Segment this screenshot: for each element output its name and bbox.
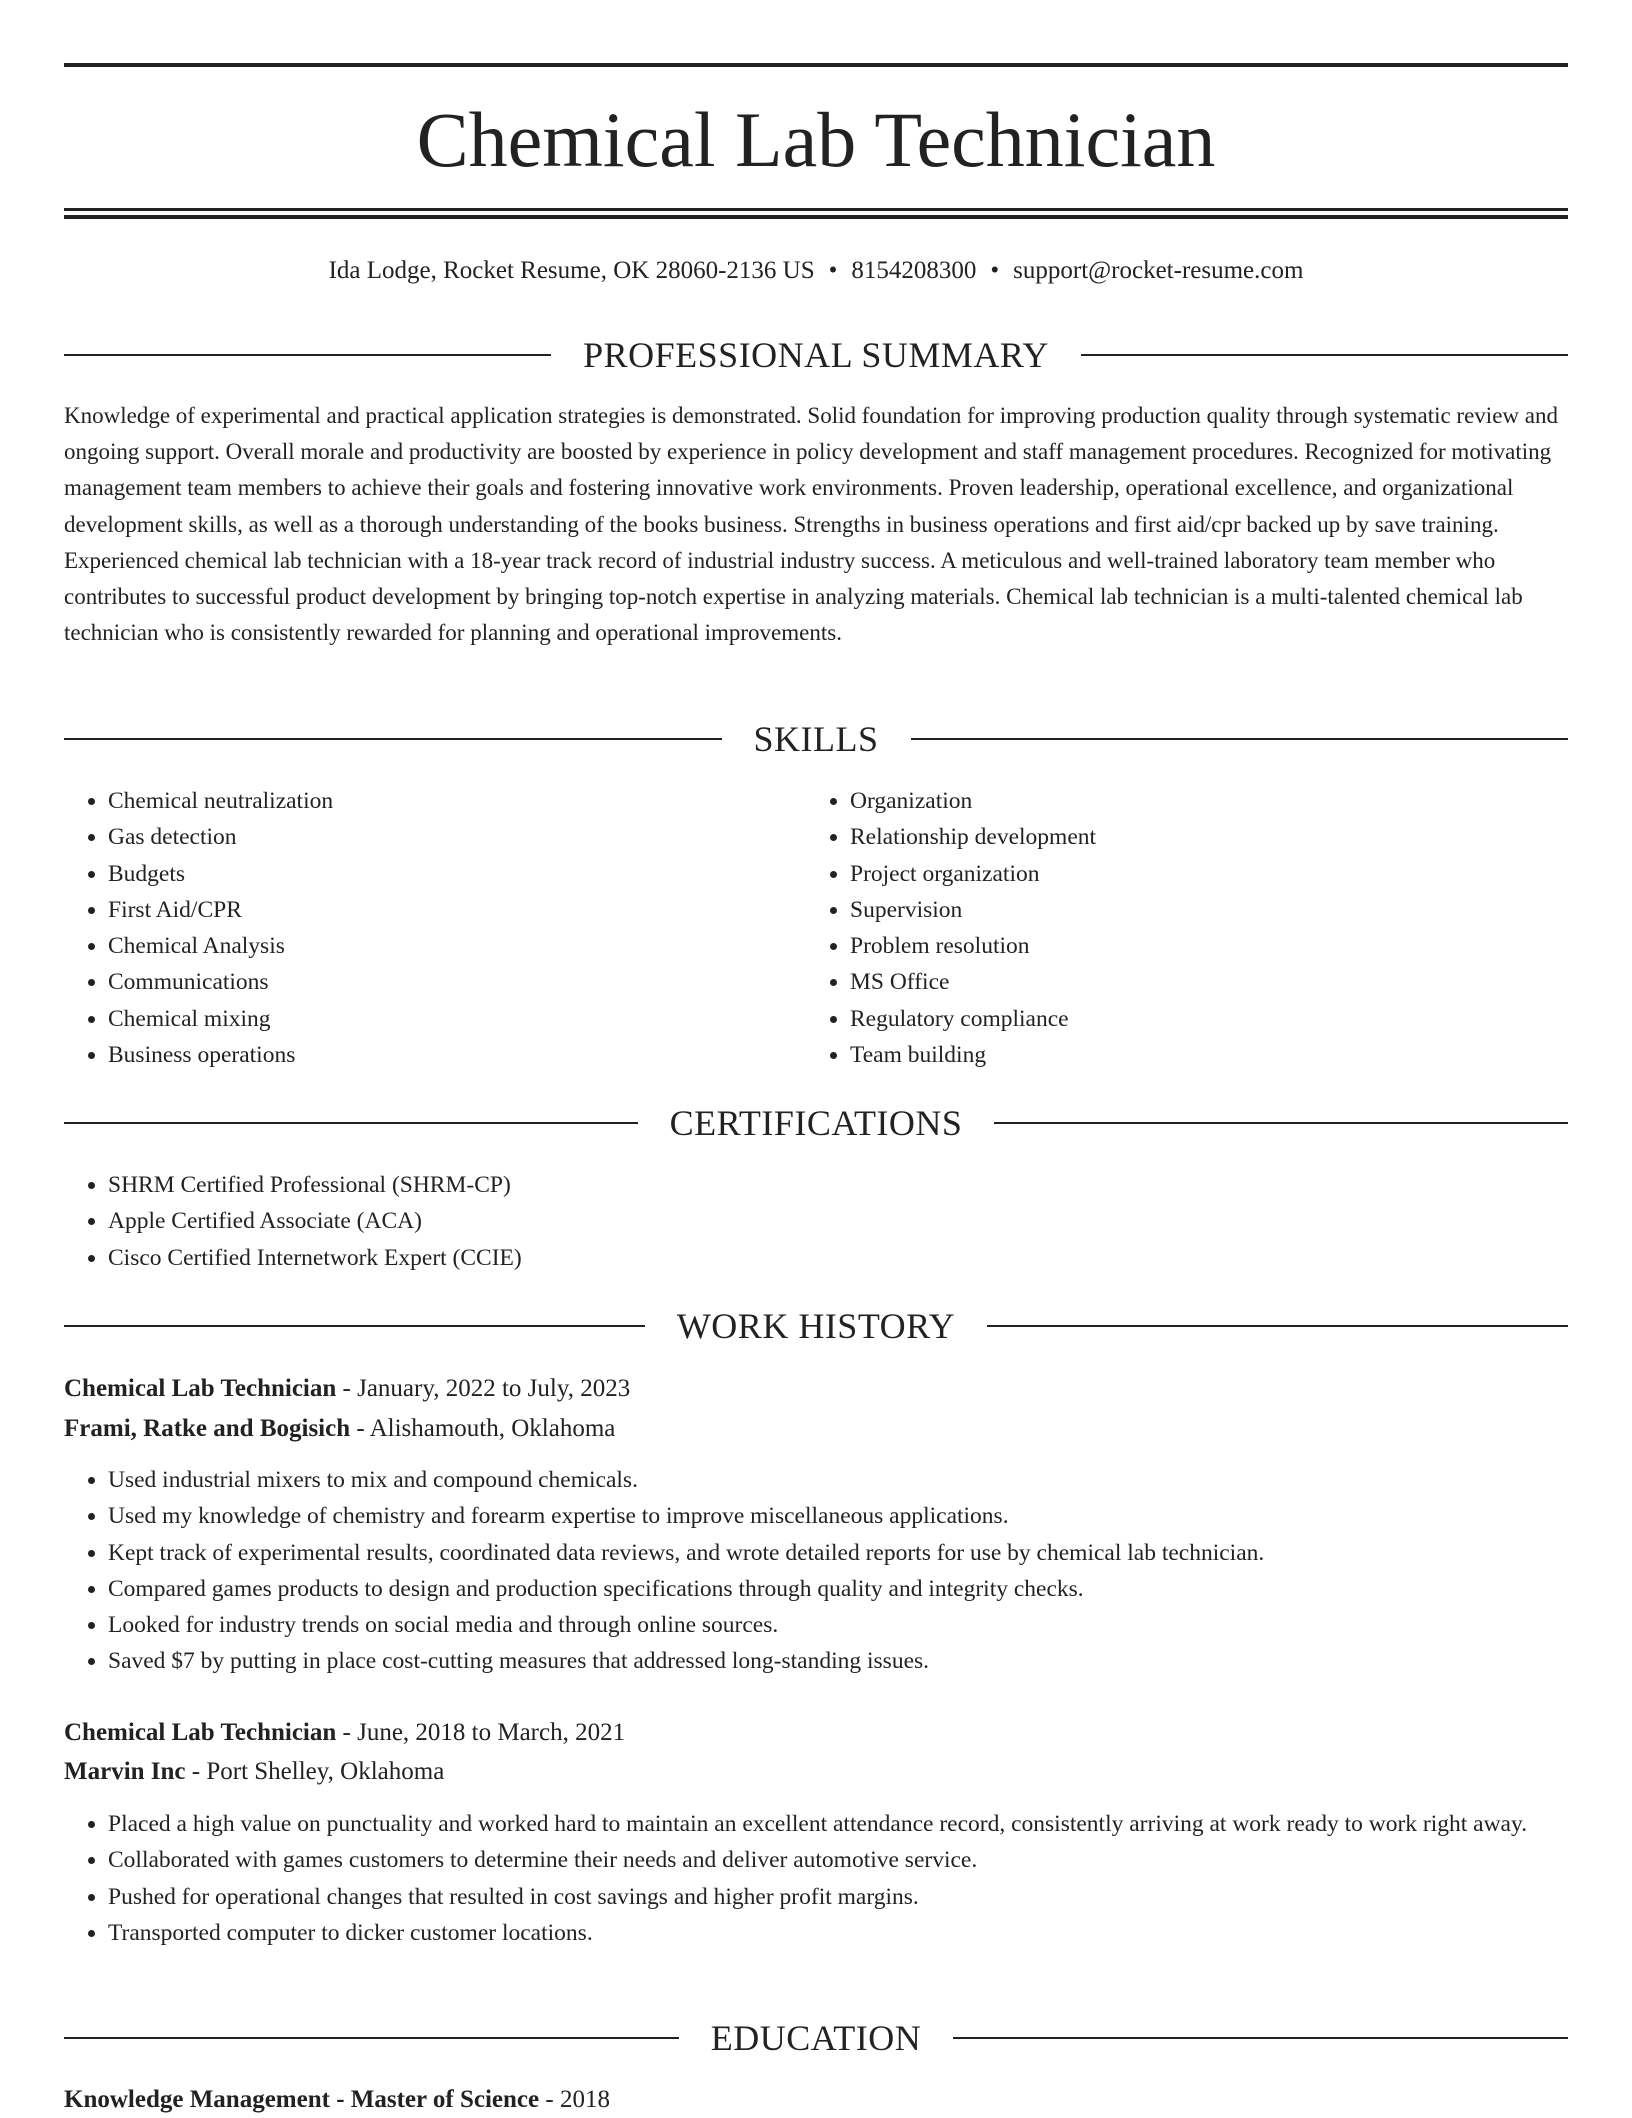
job-bullet: • Used my knowledge of chemistry and forearm expertise to improve miscellaneous applications. (108, 1498, 1568, 1534)
skill-item: • Chemical neutralization (108, 783, 764, 819)
section-rule (953, 2037, 1568, 2039)
skill-item: • First Aid/CPR (108, 892, 764, 928)
job-title-line (64, 1715, 1568, 1751)
section-rule (987, 1325, 1568, 1327)
section-rule (64, 1122, 638, 1124)
skill-item: • MS Office (850, 964, 1506, 1000)
job-title: Chemical Lab Technician (64, 1375, 337, 1402)
job-location: - Alishamouth, Oklahoma (350, 1415, 616, 1442)
section-rule (64, 738, 722, 740)
section-header-education (64, 2016, 1568, 2060)
summary-text: Knowledge of experimental and practical application strategies is demonstrated. Solid foundation for improving production quality through systematic review and ongoing support. Overall morale and productivity are boosted by experience in policy development and staff management procedures. Recognized for motivating management team members to achieve their goals and fostering innovative work environments. Proven leadership, operational excellence, and organizational development skills, as well as a thorough understanding of the books business. Strengths in business operations and first aid/cpr backed up by save training. Experienced chemical lab technician with a 18-year track record of industrial industry success. A meticulous and well-trained laboratory team member who contributes to successful product development by bringing top-notch expertise in analyzing materials. Chemical lab technician is a multi-talented chemical lab technician who is consistently rewarded for planning and operational improvements. (64, 403, 1558, 646)
certification-item: • Cisco Certified Internetwork Expert (CCIE) (108, 1240, 1464, 1276)
skill-item: • Chemical Analysis (108, 928, 764, 964)
top-rule (64, 63, 1568, 67)
section-header-summary (64, 333, 1568, 377)
skill-item: • Communications (108, 964, 764, 1000)
job-bullet: • Transported computer to dicker customer locations. (108, 1915, 1568, 1951)
job-bullet: • Collaborated with games customers to determine their needs and deliver automotive service. (108, 1842, 1568, 1878)
skill-item: • Supervision (850, 892, 1506, 928)
skill-item: • Regulatory compliance (850, 1001, 1506, 1037)
job-bullet: • Pushed for operational changes that resulted in cost savings and higher profit margins. (108, 1879, 1568, 1915)
job-company: Marvin Inc (64, 1758, 186, 1785)
section-title-skills: SKILLS (753, 719, 879, 759)
skills-column-right (806, 783, 1506, 1073)
section-header-skills (64, 717, 1568, 761)
job-dates: - June, 2018 to March, 2021 (336, 1719, 626, 1746)
certification-item: • Apple Certified Associate (ACA) (108, 1203, 1464, 1239)
job-title: Chemical Lab Technician (64, 1719, 337, 1746)
education-line (64, 2082, 1568, 2118)
job-dates: - January, 2022 to July, 2023 (336, 1375, 631, 1402)
skill-item: • Project organization (850, 856, 1506, 892)
contact-separator: • (828, 257, 838, 284)
section-rule (64, 354, 551, 356)
education-degree: Knowledge Management - Master of Science (64, 2086, 540, 2113)
certification-item: • SHRM Certified Professional (SHRM-CP) (108, 1167, 1464, 1203)
job-title-line (64, 1371, 1568, 1407)
job-location: - Port Shelley, Oklahoma (185, 1758, 445, 1785)
contact-separator: • (990, 257, 1000, 284)
job-bullet: • Saved $7 by putting in place cost-cutting measures that addressed long-standing issues. (108, 1643, 1568, 1679)
job-bullet: • Compared games products to design and production specifications through quality and integrity checks. (108, 1571, 1568, 1607)
job-company-line (64, 1411, 1568, 1447)
section-title-work-history: WORK HISTORY (676, 1306, 956, 1346)
skill-item: • Budgets (108, 856, 764, 892)
section-rule (64, 1325, 645, 1327)
contact-phone: 8154208300 (851, 257, 977, 284)
job-bullet: • Kept track of experimental results, coordinated data reviews, and wrote detailed reports for use by chemical lab technician. (108, 1535, 1568, 1571)
title-double-rule (64, 208, 1568, 219)
skills-column-left (64, 783, 764, 1073)
job-bullet: • Looked for industry trends on social media and through online sources. (108, 1607, 1568, 1643)
skill-item: • Organization (850, 783, 1506, 819)
skill-item: • Relationship development (850, 819, 1506, 855)
skill-item: • Team building (850, 1037, 1506, 1073)
section-rule (64, 2037, 679, 2039)
job-bullets (64, 1806, 1568, 1951)
section-title-education: EDUCATION (710, 2018, 922, 2058)
section-title-certifications: CERTIFICATIONS (669, 1103, 963, 1143)
contact-address: Ida Lodge, Rocket Resume, OK 28060-2136 US (328, 257, 815, 284)
contact-line (64, 254, 1568, 288)
section-header-certifications (64, 1101, 1568, 1145)
education-year: - 2018 (539, 2086, 610, 2113)
job-bullets (64, 1462, 1568, 1680)
contact-email: support@rocket-resume.com (1013, 257, 1304, 284)
section-header-work-history (64, 1304, 1568, 1348)
skill-item: • Business operations (108, 1037, 764, 1073)
certifications-list (64, 1167, 1464, 1276)
section-title-summary: PROFESSIONAL SUMMARY (583, 335, 1049, 375)
resume-title: Chemical Lab Technician (416, 96, 1216, 183)
job-bullet: • Used industrial mixers to mix and compound chemicals. (108, 1462, 1568, 1498)
section-rule (911, 738, 1569, 740)
job-company-line (64, 1754, 1568, 1790)
skill-item: • Problem resolution (850, 928, 1506, 964)
skill-item: • Gas detection (108, 819, 764, 855)
section-rule (994, 1122, 1568, 1124)
skill-item: • Chemical mixing (108, 1001, 764, 1037)
section-rule (1081, 354, 1568, 356)
job-company: Frami, Ratke and Bogisich (64, 1415, 351, 1442)
job-bullet: • Placed a high value on punctuality and worked hard to maintain an excellent attendance record, consistently arriving at work ready to work right away. (108, 1806, 1568, 1842)
